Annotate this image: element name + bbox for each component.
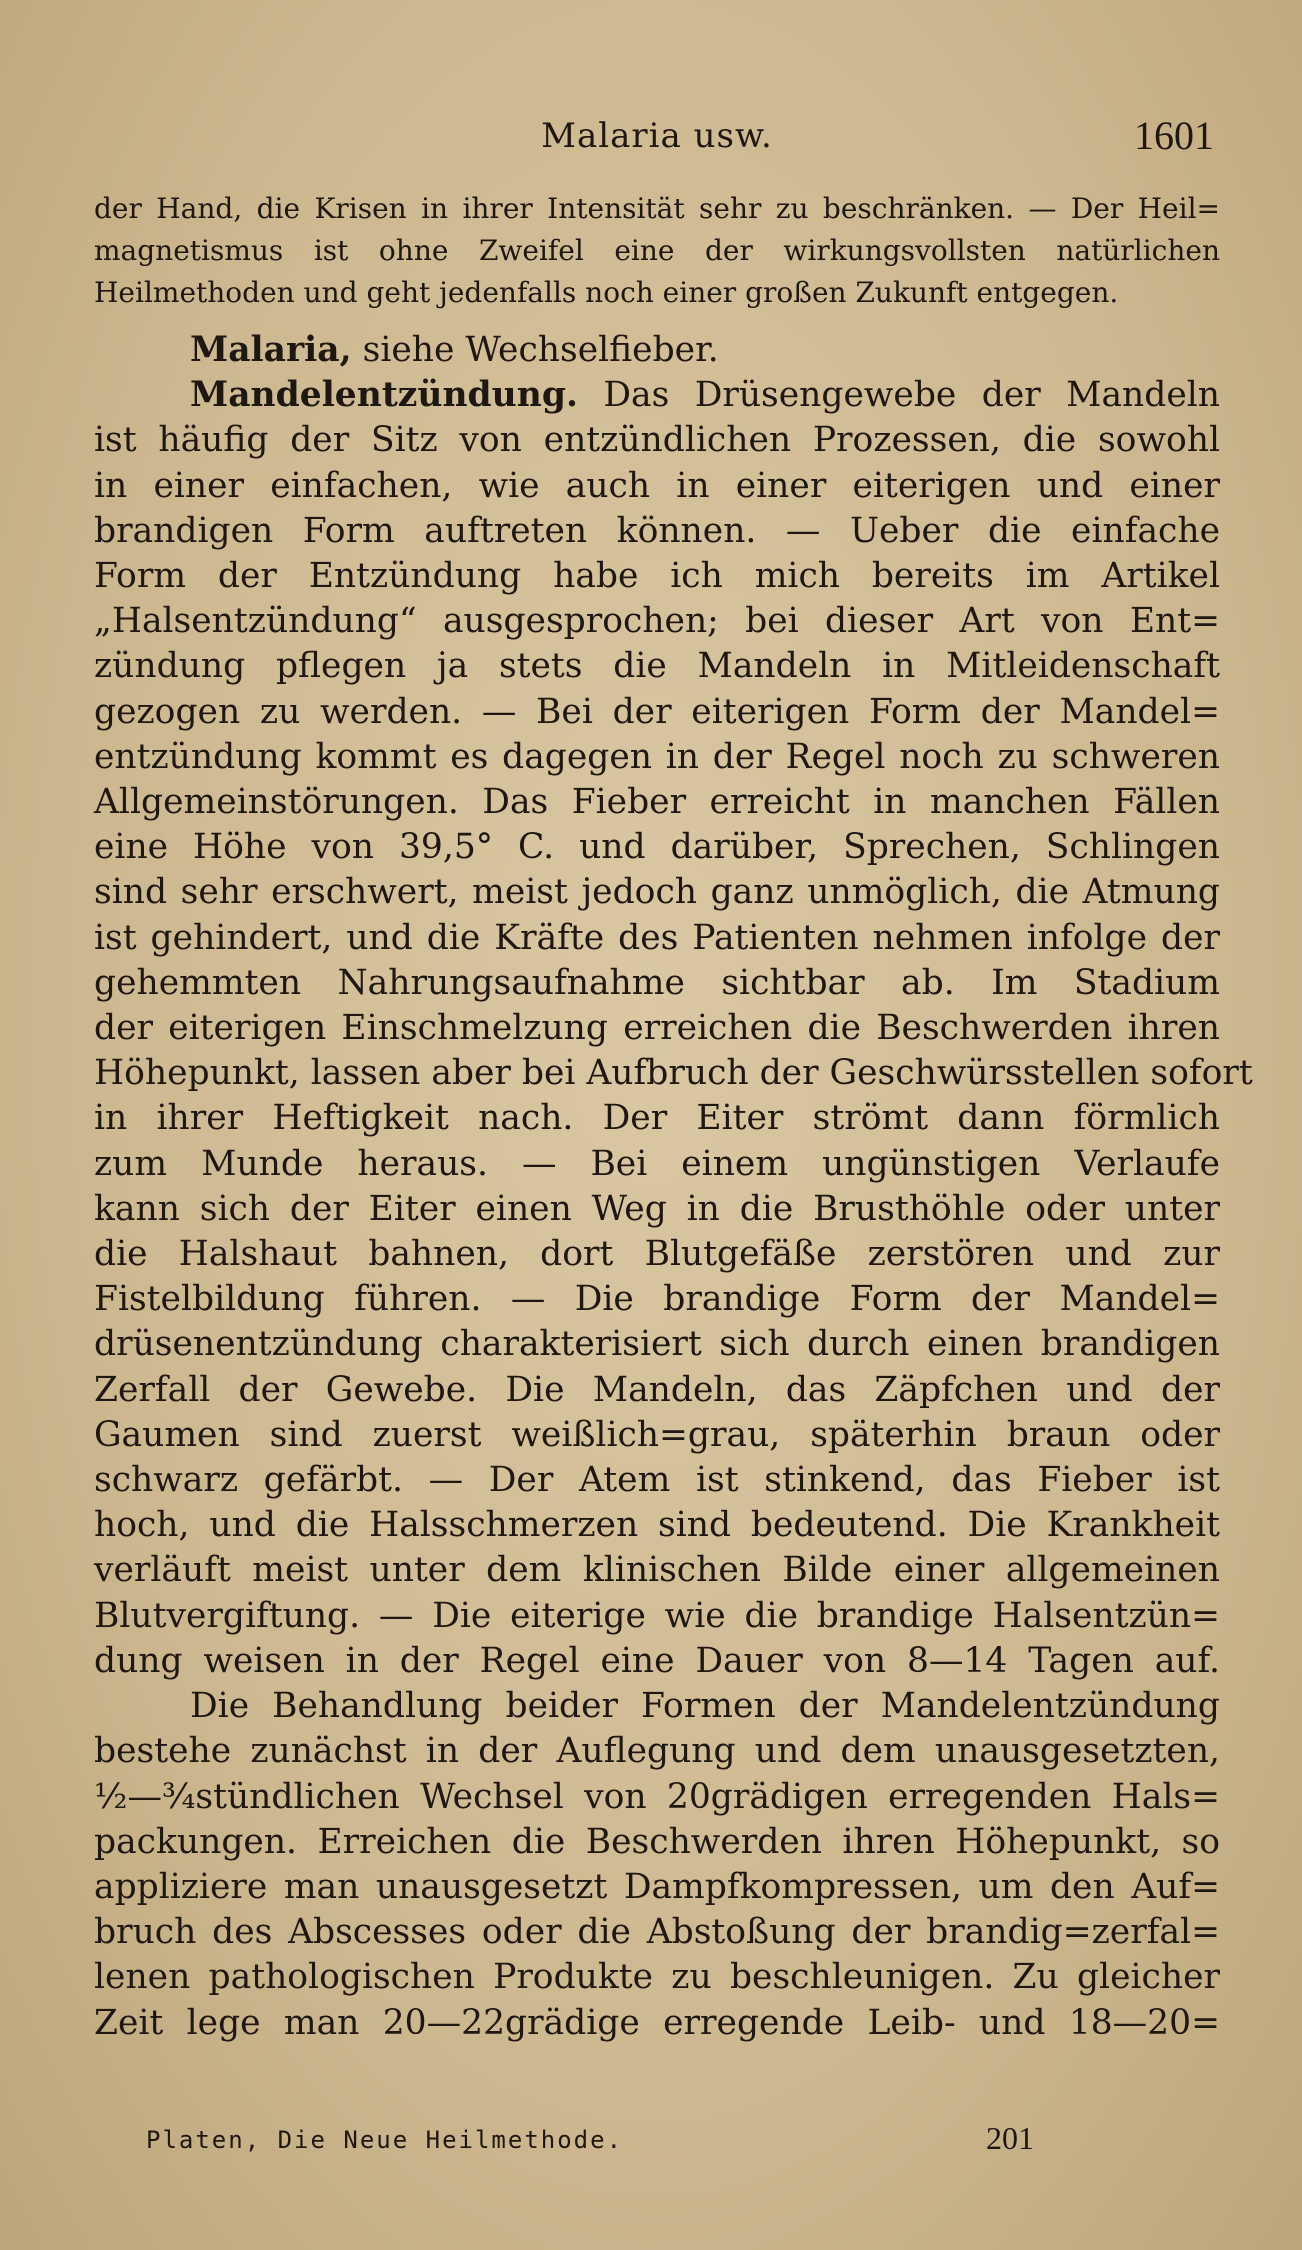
text-line: dung weisen in der Regel eine Dauer von 8—14 Tagen auf. bbox=[94, 1640, 1220, 1681]
page-header bbox=[94, 112, 1220, 162]
text-fragment: Das Drüsengewebe der Mandeln bbox=[577, 375, 1220, 416]
text-line: in einer einfachen, wie auch in einer eiterigen und einer bbox=[94, 465, 1220, 506]
intro-paragraph bbox=[94, 188, 1220, 314]
text-line: entzündung kommt es dagegen in der Regel noch zu schweren bbox=[94, 736, 1220, 777]
running-head: Malaria usw. bbox=[541, 116, 773, 156]
headword-malaria: Malaria, bbox=[190, 330, 352, 370]
text-line: gezogen zu werden. — Bei der eiterigen Form der Mandel= bbox=[94, 691, 1220, 732]
text-line: in ihrer Heftigkeit nach. Der Eiter strömt dann förmlich bbox=[94, 1098, 1220, 1139]
text-line: ½—¾stündlichen Wechsel von 20grädigen erregenden Hals= bbox=[94, 1776, 1220, 1817]
treatment-paragraph bbox=[94, 1684, 1220, 2046]
signature-number: 201 bbox=[986, 2120, 1034, 2156]
text-line: Fistelbildung führen. — Die brandige Form der Mandel= bbox=[94, 1279, 1220, 1320]
text-line: Blutvergiftung. — Die eiterige wie die brandige Halsentzün= bbox=[94, 1595, 1220, 1636]
text-line: der eiterigen Einschmelzung erreichen die Beschwerden ihren bbox=[94, 1008, 1220, 1049]
text-line: Zerfall der Gewebe. Die Mandeln, das Zäpfchen und der bbox=[94, 1369, 1220, 1410]
headword-mandelentzuendung: Mandelentzündung. bbox=[190, 375, 578, 416]
text-line: Zeit lege man 20—22grädige erregende Leib- und 18—20= bbox=[94, 2002, 1220, 2043]
text-line: hoch, und die Halsschmerzen sind bedeutend. Die Krankheit bbox=[94, 1505, 1220, 1546]
body-text bbox=[94, 188, 1253, 2046]
text-line: brandigen Form auftreten können. — Ueber die einfache bbox=[94, 510, 1220, 551]
text-line: Heilmethoden und geht jedenfalls noch einer großen Zukunft entgegen. bbox=[94, 276, 1119, 309]
text-line: bruch des Abscesses oder die Abstoßung der brandig=zerfal= bbox=[94, 1912, 1220, 1953]
text-line: „Halsentzündung“ ausgesprochen; bei dieser Art von Ent= bbox=[94, 601, 1220, 642]
text-line: lenen pathologischen Produkte zu beschleunigen. Zu gleicher bbox=[94, 1957, 1220, 1998]
text-line: eine Höhe von 39,5° C. und darüber, Sprechen, Schlingen bbox=[94, 827, 1220, 868]
text-line: drüsenentzündung charakterisiert sich durch einen brandigen bbox=[94, 1324, 1220, 1365]
text-line: kann sich der Eiter einen Weg in die Brusthöhle oder unter bbox=[94, 1188, 1220, 1229]
entry-mandelentzuendung bbox=[94, 373, 1253, 1684]
page-number: 1601 bbox=[1134, 113, 1214, 158]
text-line: Allgemeinstörungen. Das Fieber erreicht in manchen Fällen bbox=[94, 782, 1220, 823]
text-line: die Halshaut bahnen, dort Blutgefäße zerstören und zur bbox=[94, 1234, 1220, 1275]
page-footer bbox=[146, 2120, 1166, 2160]
printer-mark: Platen, Die Neue Heilmethode. bbox=[146, 2126, 624, 2154]
text-line: Gaumen sind zuerst weißlich=grau, späterhin braun oder bbox=[94, 1414, 1220, 1455]
entry-line bbox=[94, 373, 1220, 418]
text-line: ist gehindert, und die Kräfte des Patienten nehmen infolge der bbox=[94, 917, 1220, 958]
text-line: magnetismus ist ohne Zweifel eine der wirkungsvollsten natürlichen bbox=[94, 234, 1220, 267]
text-line: zum Munde heraus. — Bei einem ungünstigen Verlaufe bbox=[94, 1143, 1220, 1184]
text-line: der Hand, die Krisen in ihrer Intensität sehr zu beschränken. — Der Heil= bbox=[94, 192, 1220, 225]
text-line: zündung pflegen ja stets die Mandeln in Mitleidenschaft bbox=[94, 646, 1220, 687]
text-line: Höhepunkt, lassen aber bei Aufbruch der Geschwürsstellen sofort bbox=[94, 1053, 1253, 1094]
text-line: Form der Entzündung habe ich mich bereits im Artikel bbox=[94, 556, 1220, 597]
cross-reference: siehe Wechselfieber. bbox=[351, 330, 719, 370]
text-line: sind sehr erschwert, meist jedoch ganz unmöglich, die Atmung bbox=[94, 872, 1220, 913]
text-line: verläuft meist unter dem klinischen Bilde einer allgemeinen bbox=[94, 1550, 1220, 1591]
text-line: bestehe zunächst in der Auflegung und dem unausgesetzten, bbox=[94, 1731, 1220, 1772]
text-line: appliziere man unausgesetzt Dampfkompressen, um den Auf= bbox=[94, 1866, 1220, 1907]
text-line: gehemmten Nahrungsaufnahme sichtbar ab. Im Stadium bbox=[94, 962, 1220, 1003]
text-line: schwarz gefärbt. — Der Atem ist stinkend, das Fieber ist bbox=[94, 1460, 1220, 1501]
text-line: ist häufig der Sitz von entzündlichen Prozessen, die sowohl bbox=[94, 420, 1220, 461]
entry-malaria bbox=[94, 328, 1220, 373]
text-line: packungen. Erreichen die Beschwerden ihren Höhepunkt, so bbox=[94, 1821, 1220, 1862]
text-line: Die Behandlung beider Formen der Mandelentzündung bbox=[190, 1686, 1220, 1727]
entry-line bbox=[94, 328, 1220, 373]
